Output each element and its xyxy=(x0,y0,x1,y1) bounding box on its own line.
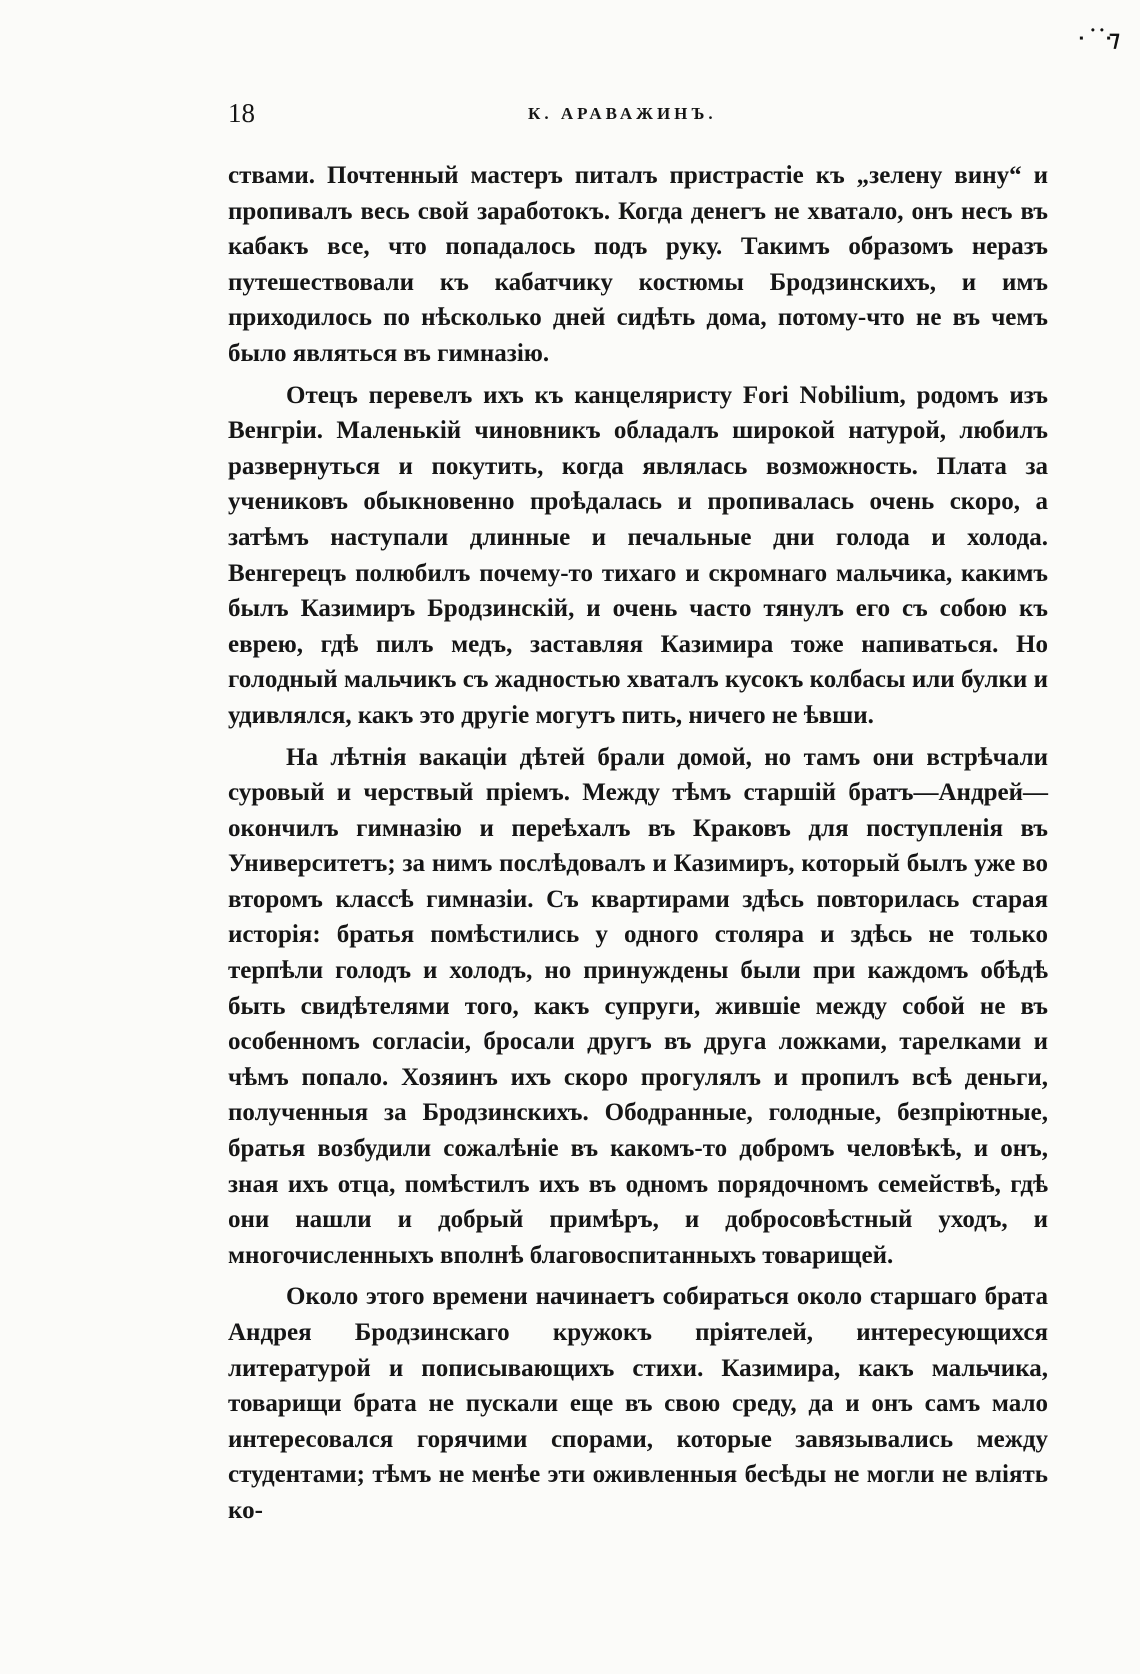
body-text xyxy=(228,158,1048,1535)
running-title: К. АРАВАЖИНЪ. xyxy=(528,104,717,123)
paragraph-1: ствами. Почтенный мастеръ питалъ пристрастіе къ „зелену вину“ и пропивалъ весь свой заработокъ. Когда денегъ не хватало, онъ несъ въ кабакъ все, что попадалось подъ руку. Такимъ образомъ неразъ путешествовали къ кабатчику костюмы Бродзинскихъ, и имъ приходилось по нѣсколько дней сидѣть дома, потому-что не въ чемъ было являться въ гимназію. xyxy=(228,162,1048,367)
corner-ink-mark: ᐧ ˙˙ᐧ⁊ xyxy=(1078,26,1118,52)
running-head xyxy=(228,98,1048,132)
paragraph-3: На лѣтнія вакаціи дѣтей брали домой, но тамъ они встрѣчали суровый и черствый пріемъ. Между тѣмъ старшій братъ—Андрей—окончилъ гимназію и переѣхалъ въ Краковъ для поступленія въ Университетъ; за нимъ послѣдовалъ и Казимиръ, который былъ уже во второмъ классѣ гимназіи. Съ квартирами здѣсь повторилась старая исторія: братья помѣстились у одного столяра и здѣсь не только терпѣли голодъ и холодъ, но принуждены были при каждомъ обѣдѣ быть свидѣтелями того, какъ супруги, жившіе между собой не въ особенномъ согласіи, бросали другъ въ друга ложками, тарелками и чѣмъ попало. Хозяинъ ихъ скоро прогулялъ и пропилъ всѣ деньги, полученныя за Бродзинскихъ. Ободранные, голодные, безпріютные, братья возбудили сожалѣніе въ какомъ-то добромъ человѣкѣ, и онъ, зная ихъ отца, помѣстилъ ихъ въ одномъ порядочномъ семействѣ, гдѣ они нашли и добрый примѣръ, и добросовѣстный уходъ, и многочисленныхъ вполнѣ благовоспитанныхъ товарищей. xyxy=(228,743,1048,1269)
paragraph-2: Отецъ перевелъ ихъ къ канцеляристу Fori Nobilium, родомъ изъ Венгріи. Маленькій чиновникъ обладалъ широкой натурой, любилъ развернуться и покутить, когда являлась возможность. Плата за учениковъ обыкновенно проѣдалась и пропивалась очень скоро, а затѣмъ наступали длинные и печальные дни голода и холода. Венгерецъ полюбилъ почему-то тихаго и скромнаго мальчика, какимъ былъ Казимиръ Бродзинскій, и очень часто тянулъ его съ собою къ еврею, гдѣ пилъ медъ, заставляя Казимира тоже напиваться. Но голодный мальчикъ съ жадностью хваталъ кусокъ колбасы или булки и удивлялся, какъ это другіе могутъ пить, ничего не ѣвши. xyxy=(228,381,1048,729)
page-number: 18 xyxy=(228,98,255,128)
paragraph-4: Около этого времени начинаетъ собираться около старшаго брата Андрея Бродзинскаго кружокъ пріятелей, интересующихся литературой и пописывающихъ стихи. Казимира, какъ мальчика, товарищи брата не пускали еще въ свою среду, да и онъ самъ мало интересовался горячими спорами, которые завязывались между студентами; тѣмъ не менѣе эти оживленныя бесѣды не могли не вліять ко- xyxy=(228,1283,1048,1524)
